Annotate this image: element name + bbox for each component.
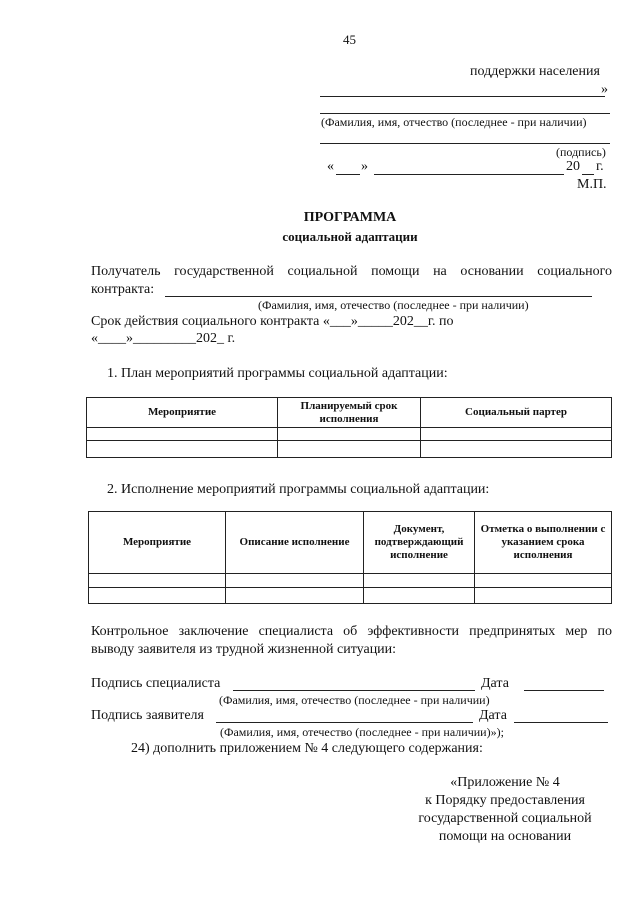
table-cell bbox=[226, 574, 364, 588]
program-title: ПРОГРАММА bbox=[303, 210, 397, 225]
table-cell bbox=[421, 428, 612, 441]
header-signature-line bbox=[320, 143, 610, 144]
page-number: 45 bbox=[343, 32, 356, 47]
applicant-fio-hint: (Фамилия, имя, отечество (последнее - при наличии)»); bbox=[220, 725, 504, 739]
table-cell bbox=[226, 588, 364, 604]
header-fio-line bbox=[320, 113, 610, 114]
appendix-line3: государственной социальной bbox=[418, 811, 592, 826]
exec-col-activity: Мероприятие bbox=[89, 512, 226, 574]
table-cell bbox=[87, 428, 278, 441]
table-row bbox=[89, 574, 612, 588]
specialist-fio-hint: (Фамилия, имя, отечество (последнее - при наличии) bbox=[219, 693, 490, 707]
header-fio-label: (Фамилия, имя, отчество (последнее - при наличии) bbox=[321, 115, 587, 129]
header-quote-close: » bbox=[601, 82, 608, 97]
table-cell bbox=[475, 588, 612, 604]
table-row bbox=[87, 441, 612, 458]
specialist-signature-line bbox=[233, 690, 475, 691]
amendment-text: 24) дополнить приложением № 4 следующего содержания: bbox=[131, 741, 483, 756]
recipient-contract-label: контракта: bbox=[91, 282, 155, 297]
table-cell bbox=[475, 574, 612, 588]
plan-col-deadline: Планируемый срок исполнения bbox=[278, 398, 421, 428]
conclusion-line2: выводу заявителя из трудной жизненной ситуации: bbox=[91, 642, 397, 657]
applicant-signature-line bbox=[216, 722, 473, 723]
recipient-fio-hint: (Фамилия, имя, отечество (последнее - при наличии) bbox=[258, 298, 529, 312]
header-seal: М.П. bbox=[577, 177, 607, 192]
program-subtitle: социальной адаптации bbox=[282, 229, 418, 244]
plan-col-partner: Социальный партер bbox=[421, 398, 612, 428]
applicant-date-line bbox=[514, 722, 608, 723]
exec-col-document: Документ, подтверждающий исполнение bbox=[364, 512, 475, 574]
table-cell bbox=[364, 574, 475, 588]
table-cell bbox=[89, 588, 226, 604]
header-org-tail: поддержки населения bbox=[470, 64, 600, 79]
header-day-line bbox=[336, 174, 360, 175]
appendix-line1: «Приложение № 4 bbox=[450, 775, 560, 790]
specialist-date-line bbox=[524, 690, 604, 691]
specialist-signature-label: Подпись специалиста bbox=[91, 676, 221, 691]
header-year-suffix: г. bbox=[596, 159, 604, 174]
header-signature-label: (подпись) bbox=[556, 145, 606, 159]
specialist-date-label: Дата bbox=[481, 676, 509, 691]
applicant-signature-label: Подпись заявителя bbox=[91, 708, 204, 723]
section2-heading: 2. Исполнение мероприятий программы социальной адаптации: bbox=[107, 482, 490, 497]
header-year: 20 bbox=[566, 159, 580, 174]
contract-period-line2: «____»_________202_ г. bbox=[91, 331, 236, 346]
plan-col-activity: Мероприятие bbox=[87, 398, 278, 428]
table-cell bbox=[421, 441, 612, 458]
section1-heading: 1. План мероприятий программы социальной адаптации: bbox=[107, 366, 448, 381]
header-date-mid: » bbox=[361, 159, 368, 174]
recipient-line1: Получатель государственной социальной помощи на основании социального bbox=[91, 264, 612, 279]
table-cell bbox=[364, 588, 475, 604]
appendix-line4: помощи на основании bbox=[438, 829, 572, 844]
exec-col-description: Описание исполнение bbox=[226, 512, 364, 574]
header-date-open: « bbox=[327, 159, 334, 174]
execution-table bbox=[88, 511, 612, 604]
header-month-line bbox=[374, 174, 564, 175]
contract-period-line1: Срок действия социального контракта «___»_____202__г. по bbox=[91, 314, 454, 329]
table-row bbox=[87, 428, 612, 441]
table-row bbox=[89, 588, 612, 604]
table-cell bbox=[87, 441, 278, 458]
recipient-name-line bbox=[165, 296, 592, 297]
table-cell bbox=[89, 574, 226, 588]
appendix-line2: к Порядку предоставления bbox=[425, 793, 585, 808]
exec-col-mark: Отметка о выполнении с указанием срока исполнения bbox=[475, 512, 612, 574]
applicant-date-label: Дата bbox=[479, 708, 507, 723]
header-org-line bbox=[320, 96, 605, 97]
plan-table bbox=[86, 397, 612, 458]
table-cell bbox=[278, 428, 421, 441]
conclusion-line1: Контрольное заключение специалиста об эффективности предпринятых мер по bbox=[91, 624, 612, 639]
table-cell bbox=[278, 441, 421, 458]
header-year-line bbox=[582, 174, 594, 175]
